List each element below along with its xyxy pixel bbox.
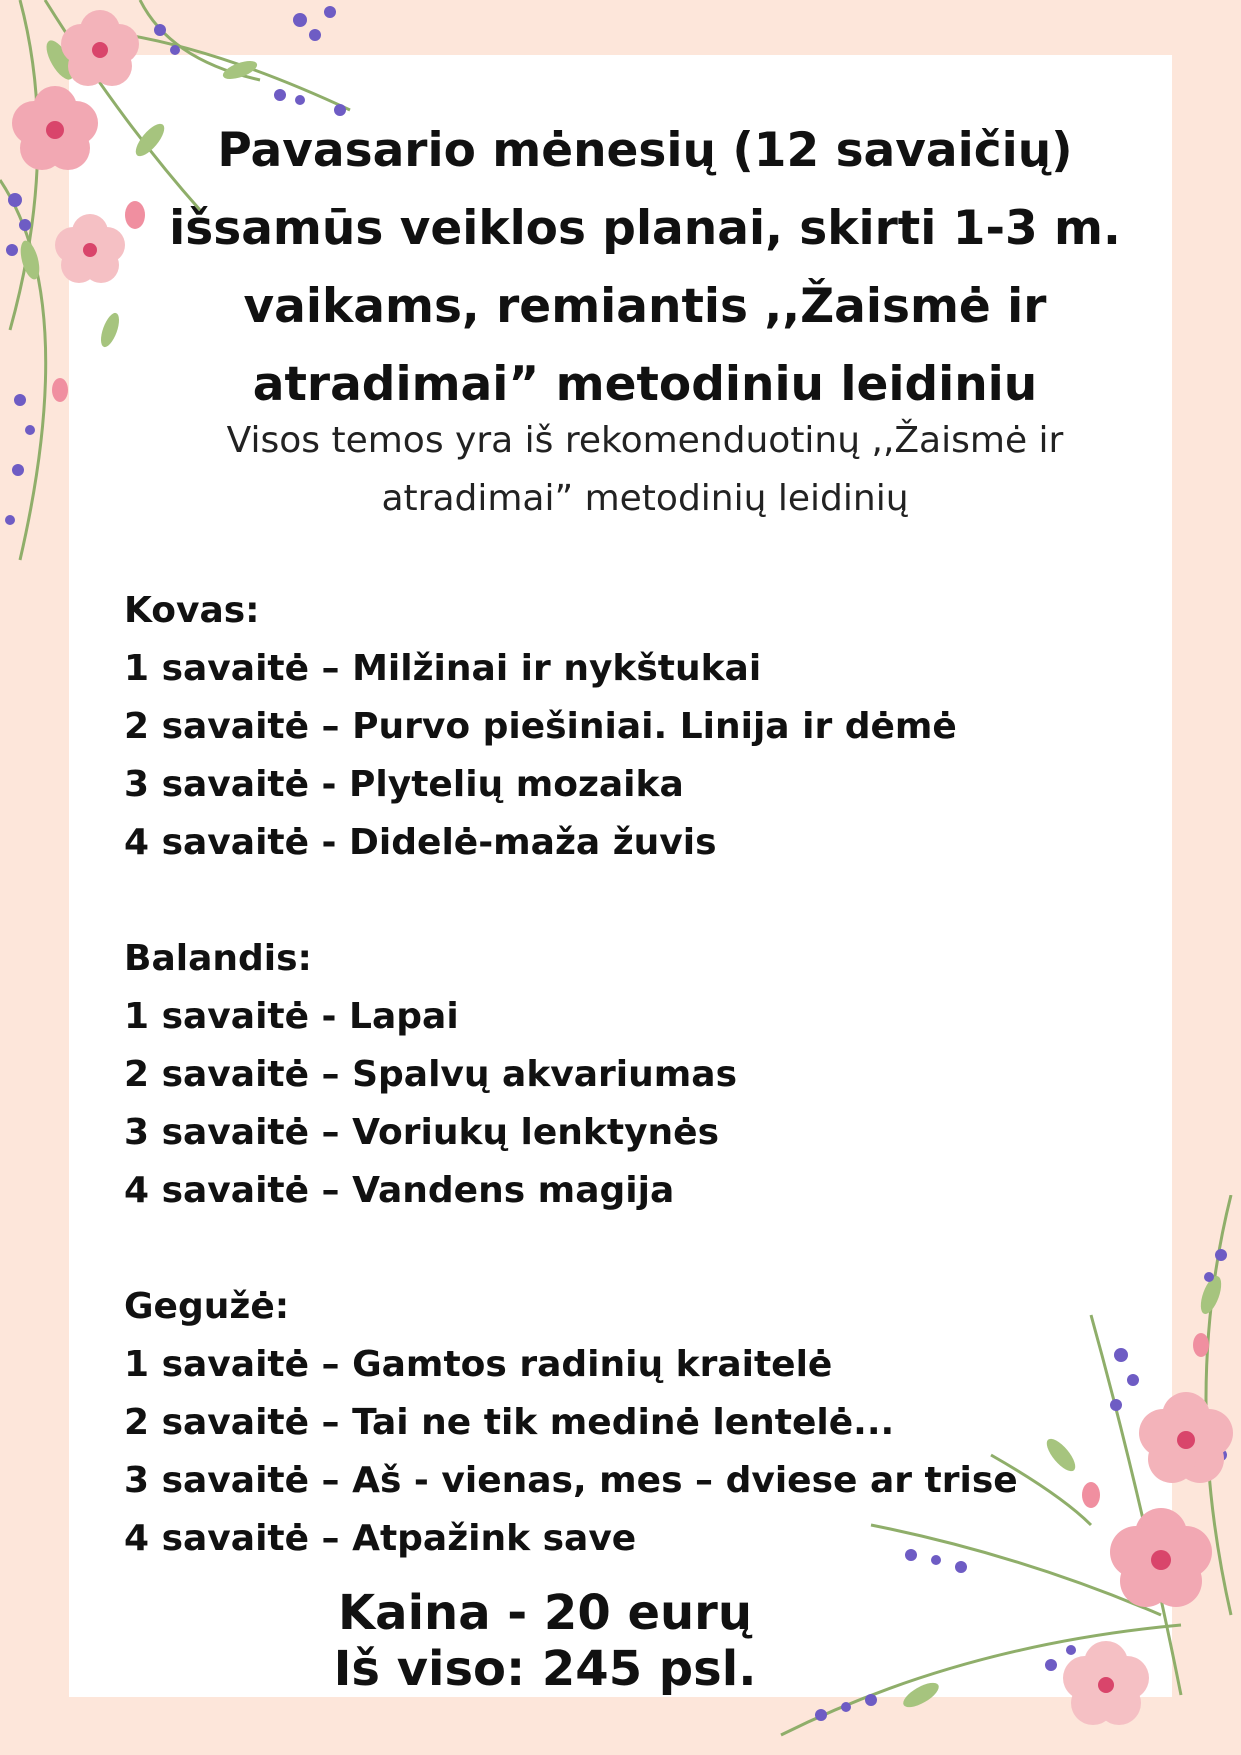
week-item: 1 savaitė – Milžinai ir nykštukai: [124, 648, 762, 689]
week-item: 2 savaitė – Spalvų akvariumas: [124, 1054, 738, 1095]
week-item: 1 savaitė – Gamtos radinių kraitelė: [124, 1344, 833, 1385]
week-item: 2 savaitė – Purvo piešiniai. Linija ir dėmė: [124, 706, 957, 747]
month-name: Kovas:: [124, 590, 260, 631]
week-item: 3 savaitė – Aš - vienas, mes – dviese ar trise: [124, 1460, 1018, 1501]
page-title: Pavasario mėnesių (12 savaičių) išsamūs veiklos planai, skirti 1-3 m. vaikams, remiantis ,,Žaismė ir atradimai” metodiniu leidiniu: [169, 123, 1121, 412]
week-item: 2 savaitė – Tai ne tik medinė lentelė...: [124, 1402, 895, 1443]
month-block: [124, 1278, 1084, 1568]
week-item: 3 savaitė - Plytelių mozaika: [124, 764, 684, 805]
week-item: 1 savaitė - Lapai: [124, 996, 459, 1037]
month-name: Gegužė:: [124, 1286, 290, 1327]
pricing-block: [245, 1585, 845, 1697]
month-name: Balandis:: [124, 938, 312, 979]
week-item: 4 savaitė - Didelė-maža žuvis: [124, 822, 717, 863]
month-block: [124, 930, 1084, 1220]
month-block: [124, 582, 1084, 872]
page-count-text: Iš viso: 245 psl.: [333, 1641, 757, 1697]
week-item: 3 savaitė – Voriukų lenktynės: [124, 1112, 720, 1153]
week-item: 4 savaitė – Atpažink save: [124, 1518, 637, 1559]
page-subtitle: Visos temos yra iš rekomenduotinų ,,Žaismė ir atradimai” metodinių leidinių: [226, 420, 1064, 519]
schedule-list: [124, 582, 1084, 1568]
week-item: 4 savaitė – Vandens magija: [124, 1170, 675, 1211]
price-text: Kaina - 20 eurų: [337, 1585, 753, 1641]
